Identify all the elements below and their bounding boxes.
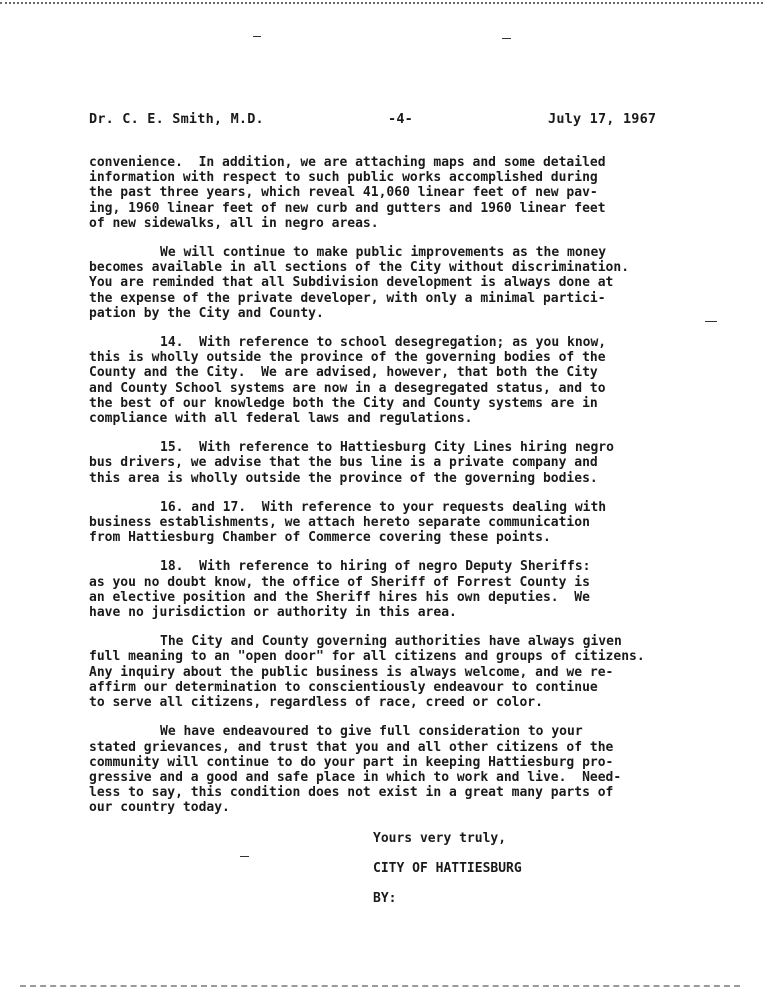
scan-speck [240,856,249,857]
paragraph-line: bus drivers, we advise that the bus line is a private company and [89,455,598,471]
paragraph-line: You are reminded that all Subdivision development is always done at [89,275,614,291]
letter-closing [373,831,522,921]
paragraph-line: our country today. [89,800,230,816]
scan-speck [253,36,261,37]
paragraph-line: this area is wholly outside the province of the governing bodies. [89,470,598,486]
paragraph-line: pation by the City and County. [89,305,324,321]
signature-by-line: BY: [373,891,397,906]
scan-edge-top [0,2,763,6]
paragraph-line: compliance with all federal laws and regulations. [89,411,473,427]
body-paragraph [89,500,729,546]
paragraph-line: We will continue to make public improvements as the money [160,245,607,261]
letter-body [89,155,729,830]
paragraph-line: an elective position and the Sheriff hires his own deputies. We [89,589,590,605]
body-paragraph [89,335,729,426]
paragraph-line: this is wholly outside the province of the governing bodies of the [89,350,606,366]
paragraph-line: County and the City. We are advised, however, that both the City [89,365,598,381]
body-paragraph [89,440,729,486]
letter-header [89,111,669,129]
paragraph-line: from Hattiesburg Chamber of Commerce covering these points. [89,530,551,546]
paragraph-line: the expense of the private developer, with only a minimal partici- [89,290,606,306]
body-paragraph [89,559,729,620]
body-paragraph [89,634,729,710]
paragraph-line: convenience. In addition, we are attaching maps and some detailed [89,155,606,170]
paragraph-line: less to say, this condition does not exist in a great many parts of [89,785,614,801]
body-paragraph [89,245,729,321]
paragraph-line: as you no doubt know, the office of Sheriff of Forrest County is [89,574,590,590]
paragraph-line: the best of our knowledge both the City and County systems are in [89,395,598,411]
paragraph-line: The City and County governing authorities have always given [160,634,622,650]
paragraph-line: stated grievances, and trust that you and all other citizens of the [89,739,614,755]
paragraph-line: 18. With reference to hiring of negro Deputy Sheriffs: [160,559,591,575]
paragraph-line: full meaning to an "open door" for all citizens and groups of citizens. [89,649,645,665]
paragraph-line: 16. and 17. With reference to your requests dealing with [160,499,607,515]
paragraph-line: becomes available in all sections of the City without discrimination. [89,260,630,276]
paragraph-line: the past three years, which reveal 41,060 linear feet of new pav- [89,185,598,201]
scan-speck [502,38,511,39]
page-number: -4- [388,111,413,127]
paragraph-line: 14. With reference to school desegregation; as you know, [160,335,607,351]
paragraph-line: Any inquiry about the public business is always welcome, and we re- [89,664,614,680]
addressee: Dr. C. E. Smith, M.D. [89,111,264,127]
paragraph-line: information with respect to such public works accomplished during [89,170,598,186]
paragraph-line: gressive and a good and safe place in which to work and live. Need- [89,769,622,785]
paragraph-line: business establishments, we attach hereto separate communication [89,515,590,531]
letter-date: July 17, 1967 [548,111,657,127]
paragraph-line: of new sidewalks, all in negro areas. [89,215,379,231]
paragraph-line: to serve all citizens, regardless of race, creed or color. [89,695,543,711]
paragraph-line: ing, 1960 linear feet of new curb and gutters and 1960 linear feet [89,200,606,216]
paragraph-line: 15. With reference to Hattiesburg City Lines hiring negro [160,440,614,456]
body-paragraph [89,155,729,231]
paragraph-line: We have endeavoured to give full consideration to your [160,724,583,740]
paragraph-line: community will continue to do your part in keeping Hattiesburg pro- [89,754,614,770]
paragraph-line: and County School systems are now in a desegregated status, and to [89,380,606,396]
paragraph-line: have no jurisdiction or authority in this area. [89,605,457,621]
salutation: Yours very truly, [373,831,507,846]
scan-edge-bottom [20,985,740,989]
signing-organization: CITY OF HATTIESBURG [373,861,522,876]
body-paragraph [89,724,729,815]
paragraph-line: affirm our determination to conscientiously endeavour to continue [89,679,598,695]
